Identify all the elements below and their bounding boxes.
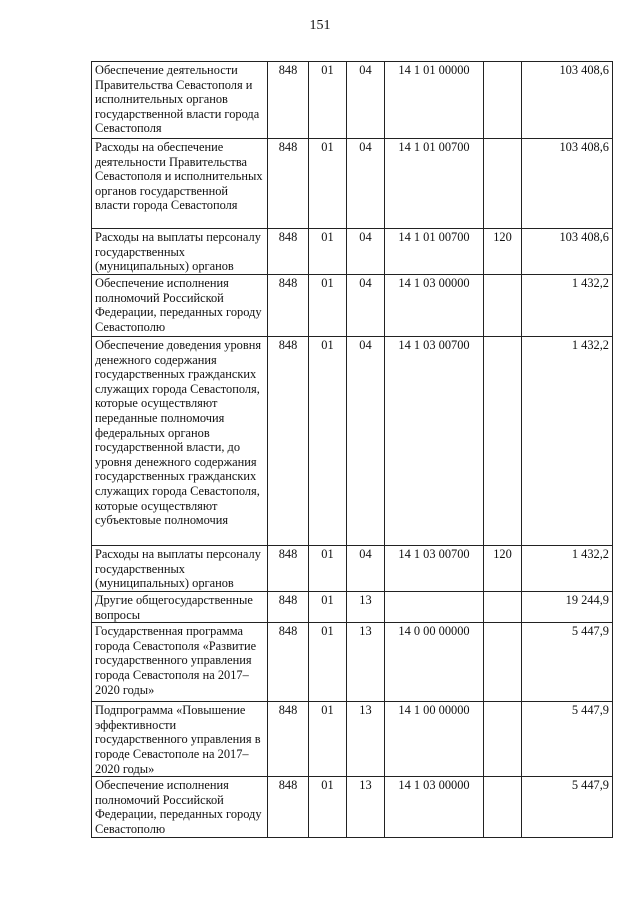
- row-name-cell: Государственная программа города Севастополя «Развитие государственного управления города Севастополя на 2017–2020 годы»: [92, 623, 268, 702]
- row-expense-type-cell: [484, 62, 522, 139]
- row-subsection-cell: 04: [347, 337, 385, 546]
- row-subsection-cell: 04: [347, 546, 385, 592]
- table-row: [92, 139, 613, 229]
- row-ved-cell: 848: [268, 62, 309, 139]
- table-row: [92, 337, 613, 546]
- table-row: [92, 623, 613, 702]
- row-target-code-cell: 14 1 01 00700: [385, 229, 484, 275]
- row-expense-type-cell: [484, 777, 522, 837]
- table-row: [92, 592, 613, 623]
- row-amount-cell: 103 408,6: [522, 229, 613, 275]
- row-section-cell: 01: [309, 592, 347, 623]
- row-expense-type-cell: [484, 337, 522, 546]
- row-name-cell: Другие общегосударственные вопросы: [92, 592, 268, 623]
- row-ved-cell: 848: [268, 546, 309, 592]
- row-name-cell: Расходы на выплаты персоналу государственных (муниципальных) органов: [92, 546, 268, 592]
- page-number: 151: [309, 18, 331, 33]
- row-section-cell: 01: [309, 623, 347, 702]
- row-target-code-cell: 14 1 03 00000: [385, 777, 484, 837]
- row-name-cell: Обеспечение деятельности Правительства Севастополя и исполнительных органов государственной власти города Севастополя: [92, 62, 268, 139]
- row-amount-cell: 5 447,9: [522, 702, 613, 777]
- row-section-cell: 01: [309, 62, 347, 139]
- row-name-cell: Обеспечение исполнения полномочий Российской Федерации, переданных городу Севастополю: [92, 777, 268, 837]
- row-subsection-cell: 04: [347, 62, 385, 139]
- row-expense-type-cell: [484, 592, 522, 623]
- row-section-cell: 01: [309, 546, 347, 592]
- budget-table-body: [92, 62, 613, 838]
- row-expense-type-cell: [484, 275, 522, 337]
- row-amount-cell: 103 408,6: [522, 62, 613, 139]
- row-name-cell: Расходы на обеспечение деятельности Правительства Севастополя и исполнительных органов государственной власти города Севастополя: [92, 139, 268, 229]
- row-subsection-cell: 13: [347, 592, 385, 623]
- row-subsection-cell: 13: [347, 623, 385, 702]
- row-section-cell: 01: [309, 337, 347, 546]
- row-amount-cell: 1 432,2: [522, 546, 613, 592]
- row-ved-cell: 848: [268, 592, 309, 623]
- table-row: [92, 275, 613, 337]
- row-expense-type-cell: 120: [484, 229, 522, 275]
- row-ved-cell: 848: [268, 702, 309, 777]
- table-row: [92, 229, 613, 275]
- row-target-code-cell: 14 1 00 00000: [385, 702, 484, 777]
- row-target-code-cell: 14 1 01 00000: [385, 62, 484, 139]
- row-target-code-cell: 14 1 03 00700: [385, 337, 484, 546]
- row-amount-cell: 19 244,9: [522, 592, 613, 623]
- row-subsection-cell: 04: [347, 275, 385, 337]
- row-subsection-cell: 04: [347, 139, 385, 229]
- row-target-code-cell: 14 1 01 00700: [385, 139, 484, 229]
- row-section-cell: 01: [309, 777, 347, 837]
- row-ved-cell: 848: [268, 337, 309, 546]
- row-amount-cell: 103 408,6: [522, 139, 613, 229]
- row-amount-cell: 1 432,2: [522, 275, 613, 337]
- row-ved-cell: 848: [268, 139, 309, 229]
- row-amount-cell: 1 432,2: [522, 337, 613, 546]
- row-section-cell: 01: [309, 702, 347, 777]
- row-ved-cell: 848: [268, 275, 309, 337]
- row-amount-cell: 5 447,9: [522, 777, 613, 837]
- row-expense-type-cell: [484, 702, 522, 777]
- row-subsection-cell: 04: [347, 229, 385, 275]
- row-section-cell: 01: [309, 229, 347, 275]
- row-expense-type-cell: [484, 139, 522, 229]
- row-section-cell: 01: [309, 275, 347, 337]
- row-name-cell: Подпрограмма «Повышение эффективности государственного управления в городе Севастополе на 2017–2020 годы»: [92, 702, 268, 777]
- row-subsection-cell: 13: [347, 702, 385, 777]
- row-target-code-cell: 14 0 00 00000: [385, 623, 484, 702]
- row-ved-cell: 848: [268, 777, 309, 837]
- table-row: [92, 546, 613, 592]
- table-row: [92, 777, 613, 837]
- row-name-cell: Обеспечение исполнения полномочий Российской Федерации, переданных городу Севастополю: [92, 275, 268, 337]
- table-row: [92, 702, 613, 777]
- row-section-cell: 01: [309, 139, 347, 229]
- row-ved-cell: 848: [268, 229, 309, 275]
- row-target-code-cell: 14 1 03 00700: [385, 546, 484, 592]
- row-target-code-cell: 14 1 03 00000: [385, 275, 484, 337]
- table-row: [92, 62, 613, 139]
- row-target-code-cell: [385, 592, 484, 623]
- row-subsection-cell: 13: [347, 777, 385, 837]
- row-amount-cell: 5 447,9: [522, 623, 613, 702]
- row-ved-cell: 848: [268, 623, 309, 702]
- budget-table: [91, 61, 613, 838]
- row-expense-type-cell: 120: [484, 546, 522, 592]
- row-expense-type-cell: [484, 623, 522, 702]
- row-name-cell: Обеспечение доведения уровня денежного содержания государственных гражданских служащих города Севастополя, которые осуществляют переданные полномочия федеральных органов государственной власти, до уровня денежного содержания государственных гражданских служащих города Севастополя, которые осуществляют субъектовые полномочия: [92, 337, 268, 546]
- row-name-cell: Расходы на выплаты персоналу государственных (муниципальных) органов: [92, 229, 268, 275]
